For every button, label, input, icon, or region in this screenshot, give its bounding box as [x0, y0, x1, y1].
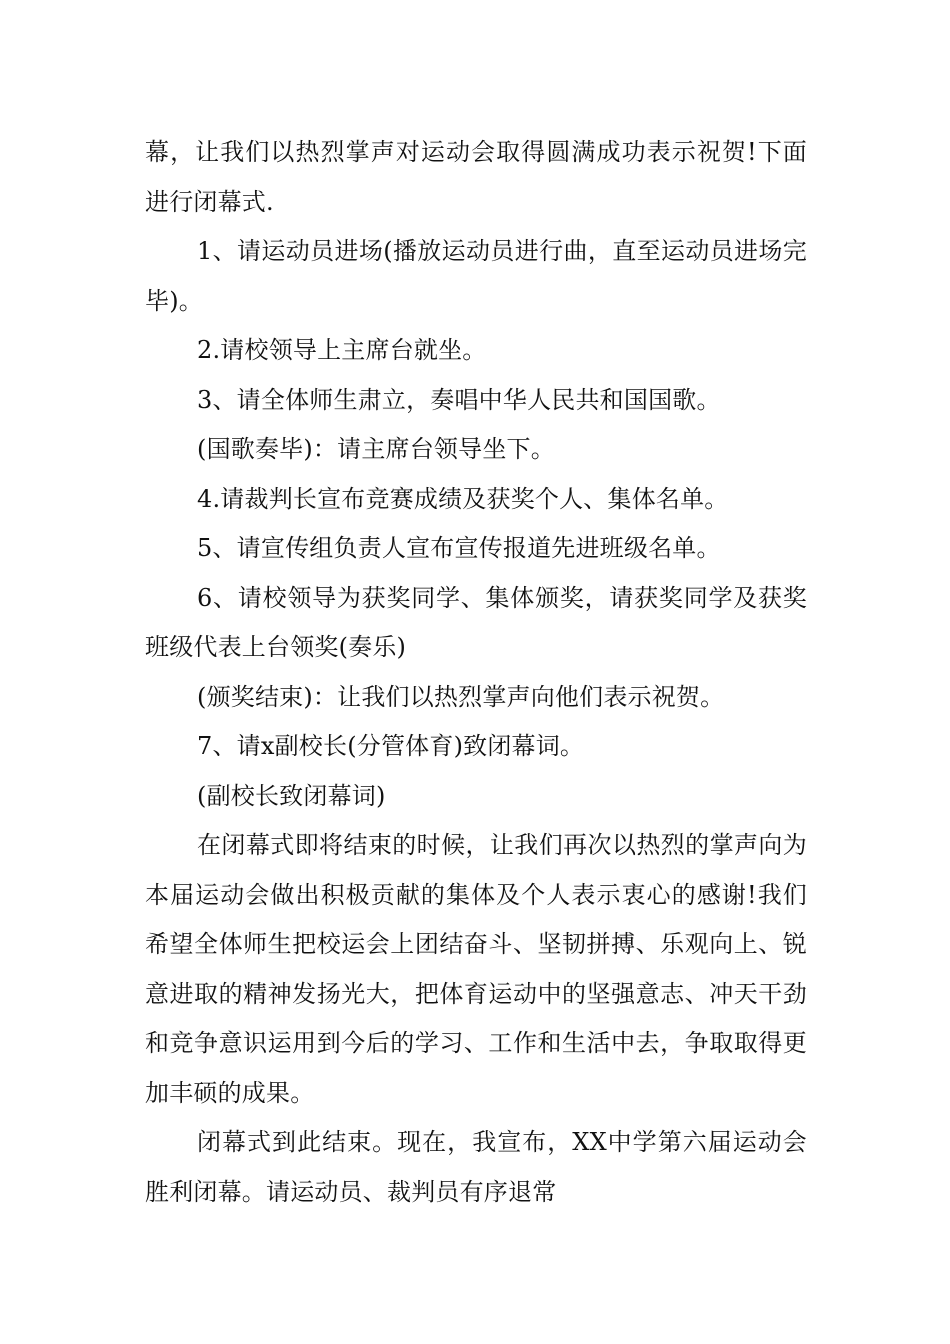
paragraph-step-2: 2.请校领导上主席台就坐。: [197, 336, 487, 364]
paragraph-award-end: (颁奖结束)：让我们以热烈掌声向他们表示祝贺。: [197, 682, 725, 711]
paragraph-speech-note: (副校长致闭幕词): [197, 781, 386, 810]
paragraph-step-5: 5、请宣传组负责人宣布宣传报道先进班级名单。: [197, 534, 721, 562]
paragraph-step-7: 7、请x副校长(分管体育)致闭幕词。: [197, 732, 585, 760]
paragraph-opening: 幕，让我们以热烈掌声对运动会取得圆满成功表示祝贺!下面进行闭幕式.: [145, 138, 807, 216]
paragraph-step-1: 1、请运动员进场(播放运动员进行曲，直至运动员进场完毕)。: [145, 237, 807, 315]
paragraph-closing-announcement: 闭幕式到此结束。现在，我宣布，XX中学第六届运动会胜利闭幕。请运动员、裁判员有序退常: [145, 1128, 807, 1206]
paragraph-closing-speech: 在闭幕式即将结束的时候，让我们再次以热烈的掌声向为本届运动会做出积极贡献的集体及个人表示衷心的感谢!我们希望全体师生把校运会上团结奋斗、坚韧拼搏、乐观向上、锐意进取的精神发扬光大，把体育运动中的坚强意志、冲天干劲和竞争意识运用到今后的学习、工作和生活中去，争取取得更加丰硕的成果。: [145, 831, 807, 1107]
paragraph-step-3: 3、请全体师生肃立，奏唱中华人民共和国国歌。: [197, 385, 721, 414]
paragraph-anthem-end: (国歌奏毕)：请主席台领导坐下。: [197, 435, 555, 463]
document-body: [145, 128, 807, 1217]
paragraph-step-6: 6、请校领导为获奖同学、集体颁奖，请获奖同学及获奖班级代表上台领奖(奏乐): [145, 583, 807, 661]
paragraph-step-4: 4.请裁判长宣布竞赛成绩及获奖个人、集体名单。: [197, 484, 729, 513]
